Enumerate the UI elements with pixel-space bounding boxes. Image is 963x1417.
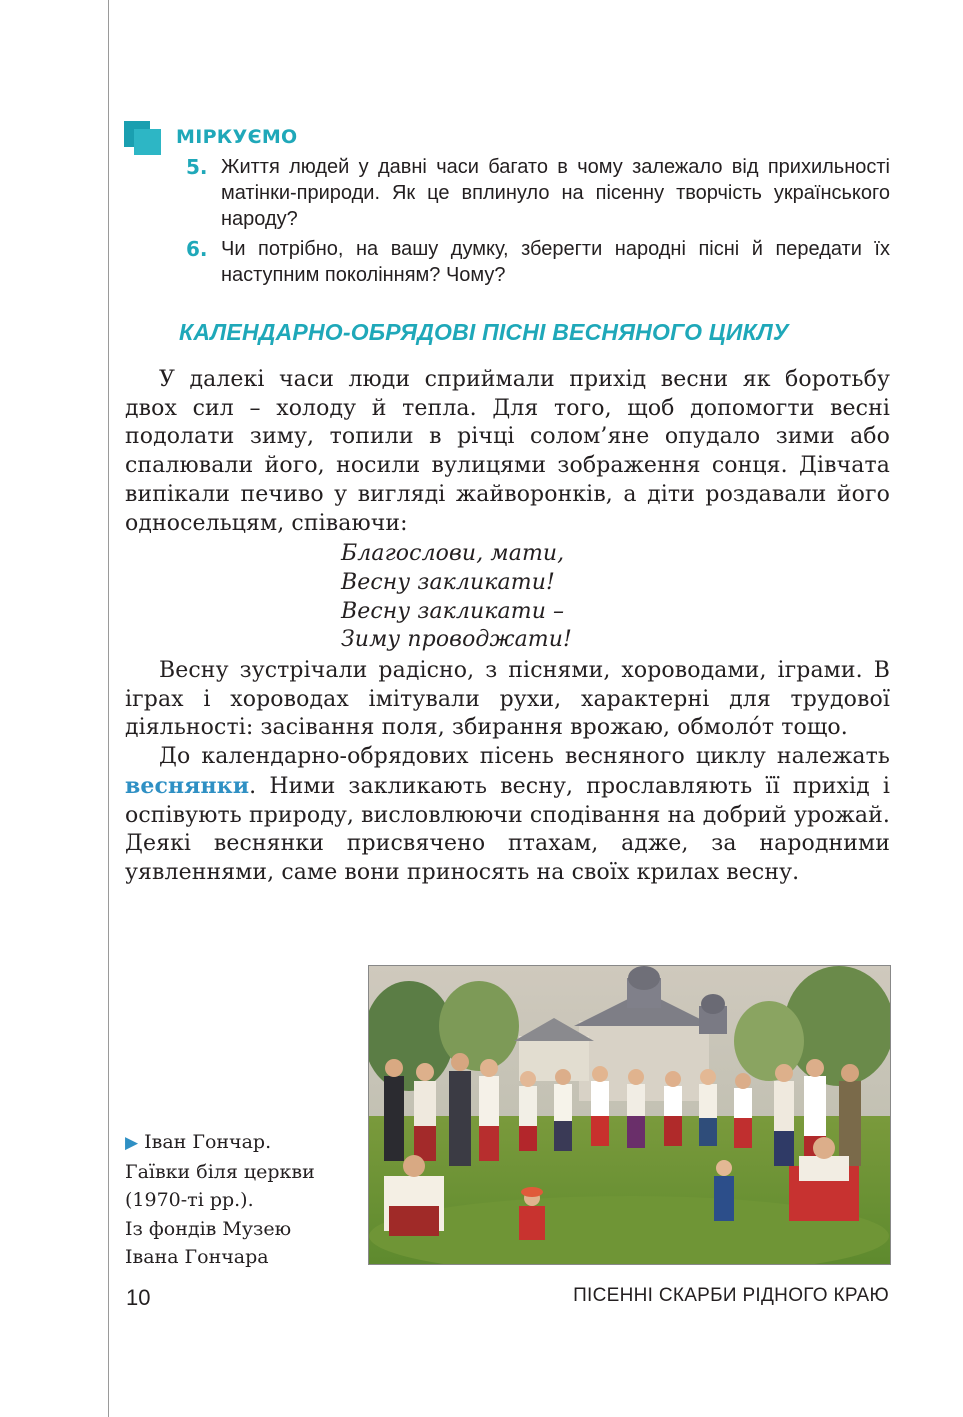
paragraph-text: До календарно-обрядових пісень весняного циклу належать: [159, 744, 890, 770]
caption-line: (1970-ті рр.).: [125, 1189, 254, 1211]
caption-line: Із фондів Музею: [125, 1217, 292, 1240]
body-text: [125, 366, 890, 888]
poem-line: Весну закликати!: [341, 569, 555, 595]
paragraph: У далекі часи люди сприймали прихід весни як боротьбу двох сил – холоду й тепла. Для того, щоб допомогти весні подолати зиму, топили в річці солом’яне опудало зими або спалювали його, носили вулицями зображення сонця. Дівчата випікали печиво у вигляді жайворонків, а діти роздавали його односельцям, співаючи:: [125, 367, 890, 536]
section-title: МІРКУЄМО: [176, 126, 298, 148]
key-term: веснянки: [125, 772, 250, 799]
caption-line: Гаївки біля церкви: [125, 1160, 315, 1183]
paragraph: [125, 743, 890, 888]
caption-line: [125, 1128, 355, 1158]
question-item: [186, 154, 890, 232]
poem-line: Зиму проводжати!: [341, 627, 572, 653]
question-number: 6.: [186, 237, 208, 261]
poem-line: Весну закликати –: [341, 598, 565, 624]
caption-author: Іван Гончар.: [144, 1131, 272, 1153]
question-list: [186, 154, 890, 292]
poem: [341, 540, 890, 655]
painting-illustration: [369, 966, 890, 1264]
image-caption: [125, 1128, 355, 1272]
square-pair-icon: [124, 121, 162, 155]
question-number: 5.: [186, 155, 208, 179]
section-heading: КАЛЕНДАРНО-ОБРЯДОВІ ПІСНІ ВЕСНЯНОГО ЦИКЛУ: [179, 319, 789, 345]
poem-line: Благослови, мати,: [341, 541, 565, 567]
painting-image: [368, 965, 891, 1265]
paragraph-text: . Ними закликають весну, прославляють її прихід і оспівують природу, висловлюючи сподівання на добрий урожай. Деякі веснянки присвячено птахам, адже, за народними уявленнями, саме вони приносять на своїх крилах весну.: [125, 773, 890, 885]
question-item: [186, 236, 890, 288]
question-text: Життя людей у давні часи багато в чому залежало від прихильності матінки-природи. Як це вплинуло на пісенну творчість українського народу?: [221, 156, 890, 230]
running-title: ПІСЕННІ СКАРБИ РІДНОГО КРАЮ: [573, 1285, 889, 1306]
page-number: 10: [126, 1285, 151, 1310]
page-margin-line: [108, 0, 109, 1417]
paragraph: Весну зустрічали радісно, з піснями, хороводами, іграми. В іграх і хороводах імітували рухи, характерні для трудової діяльності: засівання поля, збирання врожаю, обмоло́т тощо.: [125, 658, 890, 741]
triangle-right-icon: ▶: [125, 1133, 139, 1153]
question-text: Чи потрібно, на вашу думку, зберегти народні пісні й передати їх наступним поколінням? Чому?: [221, 238, 890, 286]
caption-line: Івана Гончара: [125, 1246, 269, 1268]
